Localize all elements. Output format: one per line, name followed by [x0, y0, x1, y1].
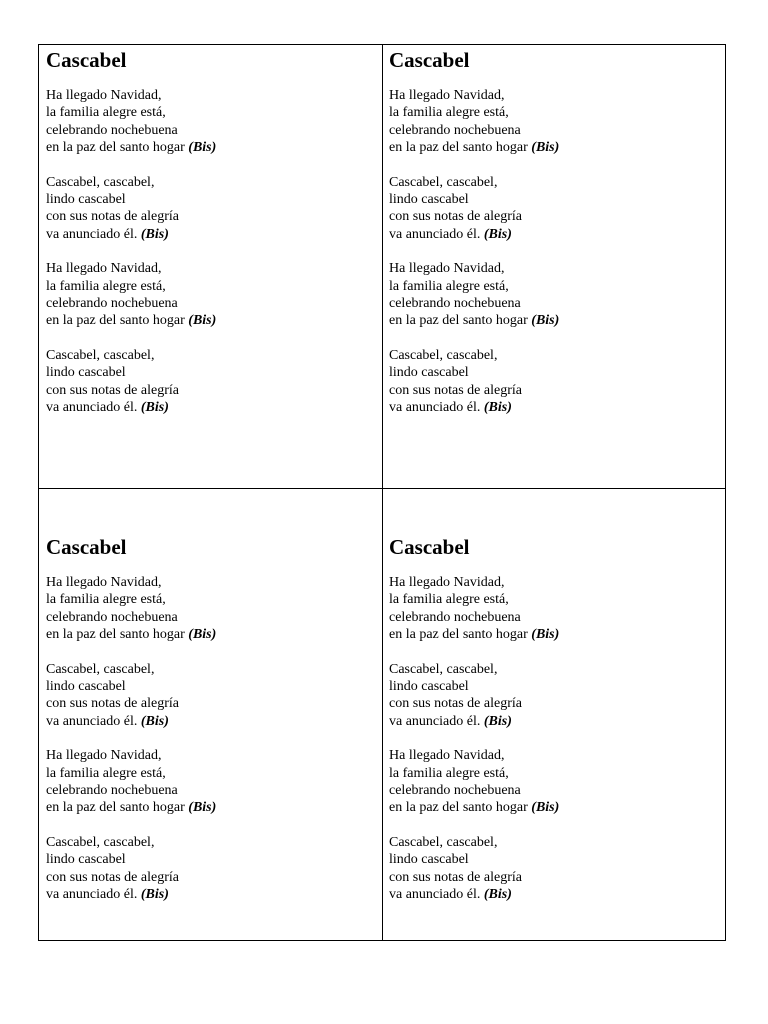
repeat-marker: (Bis)	[531, 627, 560, 643]
lyric-line	[389, 191, 719, 208]
lyric-text: celebrando nochebuena	[389, 783, 521, 799]
lyric-line	[46, 869, 376, 886]
lyric-line	[46, 295, 376, 312]
lyric-line	[46, 661, 376, 678]
repeat-marker: (Bis)	[140, 226, 169, 242]
stanza	[46, 747, 376, 817]
lyric-line	[46, 886, 376, 903]
lyric-text: lindo cascabel	[389, 852, 469, 868]
lyric-text: celebrando nochebuena	[389, 122, 521, 138]
lyric-line	[389, 87, 719, 104]
lyric-text: Ha llegado Navidad,	[46, 88, 162, 103]
lyric-line	[389, 174, 719, 191]
lyric-line	[389, 399, 719, 416]
stanza	[389, 574, 719, 644]
lyric-line	[46, 208, 376, 225]
repeat-marker: (Bis)	[483, 226, 512, 242]
repeat-marker: (Bis)	[140, 887, 169, 903]
song-title: Cascabel	[46, 48, 127, 72]
lyric-line	[46, 591, 376, 608]
repeat-marker: (Bis)	[188, 627, 217, 643]
lyric-line	[46, 347, 376, 364]
lyric-line	[389, 364, 719, 381]
repeat-marker: (Bis)	[483, 713, 512, 729]
lyric-text: Ha llegado Navidad,	[389, 575, 505, 590]
song-title: Cascabel	[389, 48, 470, 72]
lyric-line	[46, 139, 376, 156]
lyric-text: Ha llegado Navidad,	[389, 261, 505, 277]
lyric-line	[389, 295, 719, 312]
lyric-text: Cascabel, cascabel,	[46, 174, 155, 190]
lyric-line	[389, 661, 719, 678]
lyric-text: lindo cascabel	[46, 852, 126, 868]
lyric-text: va anunciado él.	[46, 226, 138, 242]
lyrics-card-top-right	[389, 47, 719, 434]
lyric-line	[389, 347, 719, 364]
lyric-text: en la paz del santo hogar	[389, 800, 528, 816]
lyric-text: va anunciado él.	[389, 887, 481, 903]
lyric-line	[46, 260, 376, 277]
lyric-line	[389, 851, 719, 868]
lyric-text: Cascabel, cascabel,	[46, 834, 155, 850]
stanza	[389, 661, 719, 731]
lyric-text: en la paz del santo hogar	[46, 140, 185, 156]
stanza	[389, 347, 719, 417]
lyric-line	[46, 399, 376, 416]
lyric-text: la familia alegre está,	[46, 592, 166, 608]
lyric-line	[389, 747, 719, 764]
lyric-text: en la paz del santo hogar	[46, 627, 185, 643]
lyric-text: Cascabel, cascabel,	[389, 661, 498, 677]
lyric-line	[46, 834, 376, 851]
repeat-marker: (Bis)	[483, 887, 512, 903]
lyric-text: Ha llegado Navidad,	[46, 261, 162, 277]
lyric-text: con sus notas de alegría	[389, 869, 522, 885]
lyric-line	[389, 226, 719, 243]
lyric-text: Cascabel, cascabel,	[46, 661, 155, 677]
lyric-line	[389, 382, 719, 399]
lyric-text: lindo cascabel	[46, 679, 126, 695]
lyric-text: lindo cascabel	[46, 192, 126, 208]
lyric-text: celebrando nochebuena	[46, 609, 178, 625]
lyric-line	[389, 869, 719, 886]
lyric-text: va anunciado él.	[46, 887, 138, 903]
lyric-text: celebrando nochebuena	[389, 609, 521, 625]
stanza	[389, 260, 719, 330]
lyric-text: va anunciado él.	[46, 713, 138, 729]
lyric-text: Ha llegado Navidad,	[389, 748, 505, 764]
lyric-line	[389, 278, 719, 295]
lyric-line	[46, 104, 376, 121]
vertical-divider	[382, 45, 383, 940]
lyric-text: en la paz del santo hogar	[46, 800, 185, 816]
lyric-line	[389, 834, 719, 851]
lyric-line	[389, 695, 719, 712]
stanza	[46, 260, 376, 330]
lyric-text: va anunciado él.	[46, 400, 138, 416]
lyric-line	[46, 87, 376, 104]
lyric-line	[46, 609, 376, 626]
lyric-line	[46, 713, 376, 730]
lyric-line	[389, 626, 719, 643]
lyric-line	[46, 678, 376, 695]
lyric-text: en la paz del santo hogar	[389, 140, 528, 156]
lyric-line	[46, 122, 376, 139]
lyric-text: va anunciado él.	[389, 713, 481, 729]
lyric-line	[46, 695, 376, 712]
lyric-text: Cascabel, cascabel,	[389, 347, 498, 363]
lyric-line	[46, 799, 376, 816]
lyric-line	[46, 312, 376, 329]
repeat-marker: (Bis)	[188, 313, 217, 329]
lyric-text: la familia alegre está,	[389, 592, 509, 608]
lyric-line	[46, 765, 376, 782]
lyric-line	[389, 713, 719, 730]
lyric-text: con sus notas de alegría	[46, 209, 179, 225]
lyric-line	[46, 278, 376, 295]
stanza	[46, 661, 376, 731]
lyric-text: la familia alegre está,	[46, 278, 166, 294]
lyric-text: Ha llegado Navidad,	[389, 88, 505, 103]
lyric-line	[389, 208, 719, 225]
lyric-text: Cascabel, cascabel,	[389, 834, 498, 850]
lyric-text: en la paz del santo hogar	[389, 627, 528, 643]
lyric-line	[389, 139, 719, 156]
lyric-text: Cascabel, cascabel,	[46, 347, 155, 363]
lyric-line	[46, 574, 376, 591]
lyric-line	[389, 104, 719, 121]
lyric-line	[389, 260, 719, 277]
lyric-text: celebrando nochebuena	[46, 296, 178, 312]
repeat-marker: (Bis)	[188, 800, 217, 816]
stanza	[46, 87, 376, 157]
lyric-text: con sus notas de alegría	[46, 382, 179, 398]
lyric-text: con sus notas de alegría	[46, 696, 179, 712]
horizontal-divider	[39, 488, 725, 489]
lyric-text: va anunciado él.	[389, 400, 481, 416]
stanza	[389, 834, 719, 904]
lyric-line	[46, 174, 376, 191]
lyric-text: con sus notas de alegría	[389, 209, 522, 225]
lyric-text: celebrando nochebuena	[389, 296, 521, 312]
song-title: Cascabel	[46, 535, 127, 559]
lyric-text: en la paz del santo hogar	[46, 313, 185, 329]
song-title: Cascabel	[389, 535, 470, 559]
lyric-text: con sus notas de alegría	[46, 869, 179, 885]
lyric-text: la familia alegre está,	[389, 105, 509, 121]
lyric-text: lindo cascabel	[389, 679, 469, 695]
lyric-text: la familia alegre está,	[389, 765, 509, 781]
lyrics-card-bottom-left	[46, 534, 376, 921]
lyric-text: la familia alegre está,	[46, 765, 166, 781]
lyric-line	[389, 678, 719, 695]
repeat-marker: (Bis)	[483, 400, 512, 416]
lyric-text: la familia alegre está,	[46, 105, 166, 121]
lyric-text: Ha llegado Navidad,	[46, 575, 162, 590]
lyric-line	[46, 364, 376, 381]
stanza	[46, 174, 376, 244]
lyric-text: celebrando nochebuena	[46, 122, 178, 138]
lyric-line	[389, 782, 719, 799]
lyric-text: en la paz del santo hogar	[389, 313, 528, 329]
stanza	[46, 574, 376, 644]
lyric-line	[389, 609, 719, 626]
lyric-line	[389, 312, 719, 329]
lyric-text: Ha llegado Navidad,	[46, 748, 162, 764]
lyric-text: la familia alegre está,	[389, 278, 509, 294]
lyric-line	[46, 851, 376, 868]
lyric-text: con sus notas de alegría	[389, 696, 522, 712]
stanza	[46, 834, 376, 904]
lyric-line	[46, 382, 376, 399]
lyrics-card-top-left	[46, 47, 376, 434]
lyric-line	[389, 591, 719, 608]
lyric-line	[46, 782, 376, 799]
lyric-text: va anunciado él.	[389, 226, 481, 242]
lyrics-card-bottom-right	[389, 534, 719, 921]
repeat-marker: (Bis)	[531, 313, 560, 329]
lyric-line	[46, 626, 376, 643]
lyric-line	[389, 886, 719, 903]
repeat-marker: (Bis)	[140, 400, 169, 416]
lyric-text: lindo cascabel	[389, 192, 469, 208]
lyric-line	[389, 765, 719, 782]
lyric-text: con sus notas de alegría	[389, 382, 522, 398]
stanza	[389, 747, 719, 817]
repeat-marker: (Bis)	[531, 800, 560, 816]
lyric-text: celebrando nochebuena	[46, 783, 178, 799]
lyric-line	[389, 574, 719, 591]
lyric-line	[46, 226, 376, 243]
lyric-text: Cascabel, cascabel,	[389, 174, 498, 190]
repeat-marker: (Bis)	[531, 140, 560, 156]
lyric-line	[389, 799, 719, 816]
stanza	[46, 347, 376, 417]
lyric-line	[389, 122, 719, 139]
lyric-line	[46, 747, 376, 764]
lyric-line	[46, 191, 376, 208]
repeat-marker: (Bis)	[140, 713, 169, 729]
lyric-text: lindo cascabel	[46, 365, 126, 381]
stanza	[389, 87, 719, 157]
lyric-text: lindo cascabel	[389, 365, 469, 381]
stanza	[389, 174, 719, 244]
repeat-marker: (Bis)	[188, 140, 217, 156]
